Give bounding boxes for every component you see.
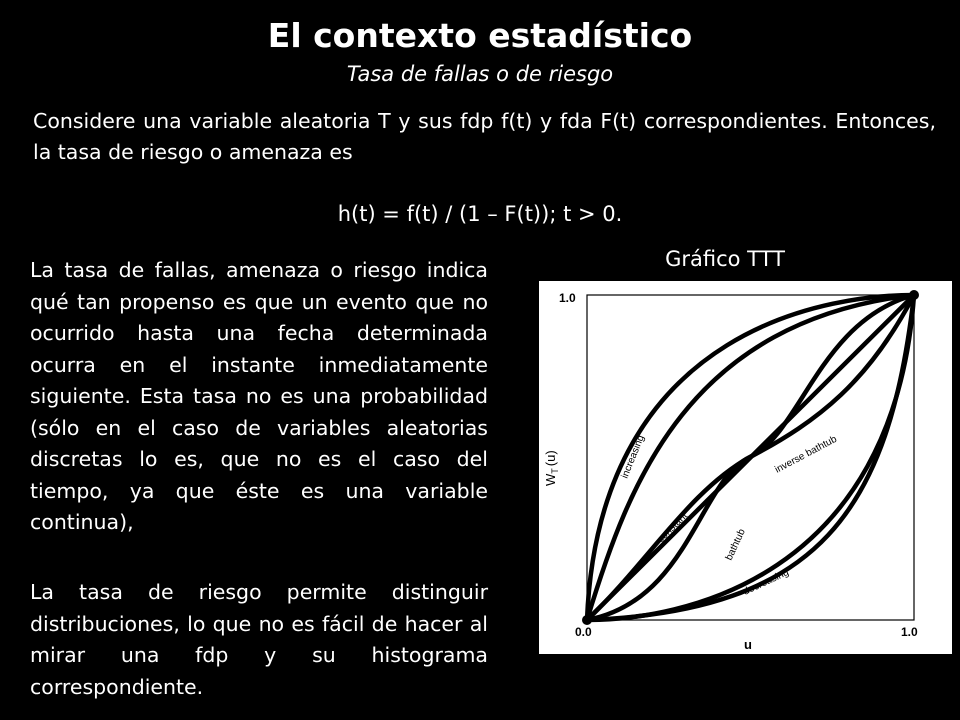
slide-title: El contexto estadístico: [267, 16, 693, 55]
tick-x1: 1.0: [901, 625, 918, 639]
label-constant: constant: [655, 510, 690, 546]
label-decreasing: decreasing: [741, 567, 791, 598]
intro-text: Considere una variable aleatoria T y sus fdp f(t) y fda F(t) correspondientes. Entonces, la tasa de riesgo o amenaza es: [33, 109, 936, 164]
hazard-formula: h(t) = f(t) / (1 – F(t)); t > 0.: [337, 202, 623, 226]
label-inverse-bathtub: inverse bathtub: [773, 433, 839, 476]
ttt-plot: [539, 281, 952, 654]
figure-label: Gráfico TTT: [665, 247, 785, 271]
x-axis-label: u: [744, 637, 752, 652]
label-bathtub: bathtub: [723, 527, 748, 563]
label-increasing: increasing: [619, 433, 647, 481]
end-point: [909, 290, 919, 300]
y-axis-label: $W_T(u)$: [543, 450, 560, 486]
paragraph-hazard-definition: La tasa de fallas, amenaza o riesgo indica qué tan propenso es que un evento que no ocurrido hasta una fecha determinada ocurra en el instante inmediatamente siguiente. Esta tasa no es una probabilidad (sólo en el caso de variables aleatorias discretas lo es, que no es el caso del tiempo, ya que éste es una variable continua),: [30, 258, 488, 534]
tick-x0: 0.0: [575, 625, 592, 639]
paragraph-hazard-usage: La tasa de riesgo permite distinguir distribuciones, lo que no es fácil de hacer al mirar una fdp y su histograma correspondiente.: [30, 580, 488, 699]
ttt-plot-svg: [539, 281, 952, 654]
slide-subtitle: Tasa de fallas o de riesgo: [346, 62, 614, 86]
origin-point: [582, 615, 592, 625]
tick-y1: 1.0: [559, 291, 576, 305]
